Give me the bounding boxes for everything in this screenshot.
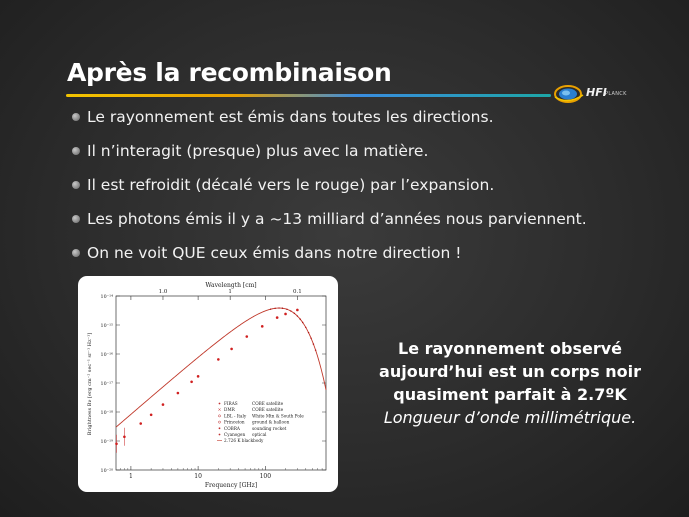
y-tick-label: 10⁻²⁰ (100, 469, 113, 474)
firas-point (282, 308, 283, 309)
data-point (261, 325, 264, 328)
bullet-dot-icon (72, 113, 80, 121)
y-tick-label: 10⁻¹⁴ (100, 295, 113, 300)
caption-line: Le rayonnement observé (398, 339, 622, 358)
bullet-dot-icon (72, 147, 80, 155)
top-axis-label: Wavelength [cm] (205, 282, 257, 289)
y-axis-label: Brightness Bν [erg cm⁻² sec⁻¹ sr⁻¹ Hz⁻¹] (87, 332, 93, 436)
bullet-item (72, 241, 587, 275)
chart-plot-area (101, 289, 326, 480)
top-tick-label: 1.0 (158, 289, 168, 295)
caption-line: quasiment parfait à 2.7ºK (393, 385, 627, 404)
x-tick-label: 1 (128, 473, 133, 480)
bullet-text: Le rayonnement est émis dans toutes les directions. (87, 108, 494, 126)
legend-desc: White Mtn & South Pole (252, 413, 304, 419)
caption-line: aujourd’hui est un corps noir (379, 362, 641, 381)
legend-name: 2.726 K blackbody (224, 438, 264, 444)
top-tick-label: 1 (228, 289, 232, 295)
data-point (245, 335, 248, 338)
legend-circle-marker (218, 415, 220, 417)
slide-title: Après la recombinaison (67, 58, 392, 87)
bullet-text: Les photons émis il y a ~13 milliard d’années nous parviennent. (87, 210, 587, 228)
data-point (162, 403, 165, 406)
firas-point (315, 349, 316, 350)
caption-line-italic: Longueur d’onde millimétrique. (383, 408, 637, 427)
cmb-caption (370, 337, 650, 429)
bullet-item (72, 105, 587, 139)
y-tick-label: 10⁻¹⁹ (100, 440, 113, 445)
bullet-item (72, 173, 587, 207)
data-point (139, 422, 142, 425)
logo-text: HFI (586, 86, 607, 99)
legend-name: COBRA (224, 425, 240, 431)
legend-desc: ground & balloon (252, 419, 290, 425)
legend-dot-marker (219, 427, 221, 429)
firas-point (308, 332, 309, 333)
legend-name: Cyanogen (224, 432, 246, 437)
firas-point (286, 309, 287, 310)
firas-point (278, 307, 279, 308)
logo-subtext: PLANCK (605, 91, 627, 97)
bullet-dot-icon (72, 249, 80, 257)
top-tick-label: 0.1 (292, 289, 302, 295)
bullet-item (72, 139, 587, 173)
legend-desc: COBE satellite (252, 401, 284, 406)
data-point (284, 313, 287, 316)
bullet-dot-icon (72, 215, 80, 223)
legend-name: FIRAS (224, 401, 238, 406)
data-point (197, 375, 200, 378)
firas-point (270, 308, 271, 309)
legend-name: DMR (224, 407, 235, 413)
data-point (217, 358, 220, 361)
legend-name: Princeton (224, 419, 245, 425)
data-point (150, 414, 153, 417)
data-point (190, 380, 193, 383)
legend-dot-marker (219, 434, 221, 436)
y-tick-label: 10⁻¹⁸ (100, 411, 113, 416)
y-tick-label: 10⁻¹⁵ (100, 324, 113, 329)
legend-circle-marker (218, 421, 220, 423)
cmb-spectrum-svg (78, 276, 338, 492)
data-point (276, 316, 279, 319)
bullet-text: On ne voit QUE ceux émis dans notre direction ! (87, 244, 462, 262)
y-tick-label: 10⁻¹⁷ (100, 382, 113, 387)
bullet-list (72, 105, 587, 275)
firas-point (302, 322, 303, 323)
title-underline (66, 94, 551, 97)
firas-point (274, 308, 275, 309)
firas-point (310, 338, 311, 339)
firas-point (313, 343, 314, 344)
x-tick-label: 100 (259, 473, 272, 480)
firas-point (299, 318, 300, 319)
legend-desc: COBE satellite (252, 407, 284, 413)
bullet-text: Il est refroidit (décalé vers le rouge) par l’expansion. (87, 176, 495, 194)
cmb-spectrum-chart (78, 276, 338, 492)
legend-name: LBL - Italy (224, 413, 247, 419)
legend-dot-marker (219, 403, 221, 405)
data-point (177, 392, 180, 395)
bullet-text: Il n’interagit (presque) plus avec la matière. (87, 142, 429, 160)
firas-point (290, 310, 291, 311)
data-point (123, 435, 126, 438)
y-tick-label: 10⁻¹⁶ (100, 353, 113, 358)
firas-point (305, 327, 306, 328)
legend-desc: sounding rocket (252, 425, 287, 431)
firas-point (297, 315, 298, 316)
data-point (230, 348, 233, 351)
data-point (115, 443, 118, 446)
bullet-dot-icon (72, 181, 80, 189)
legend-x-marker: × (217, 408, 222, 414)
bullet-item (72, 207, 587, 241)
data-point (296, 309, 299, 312)
x-tick-label: 10 (194, 473, 202, 480)
legend-desc: optical (252, 432, 267, 437)
x-axis-label: Frequency [GHz] (204, 482, 258, 489)
plot-frame (116, 296, 326, 470)
firas-point (294, 313, 295, 314)
